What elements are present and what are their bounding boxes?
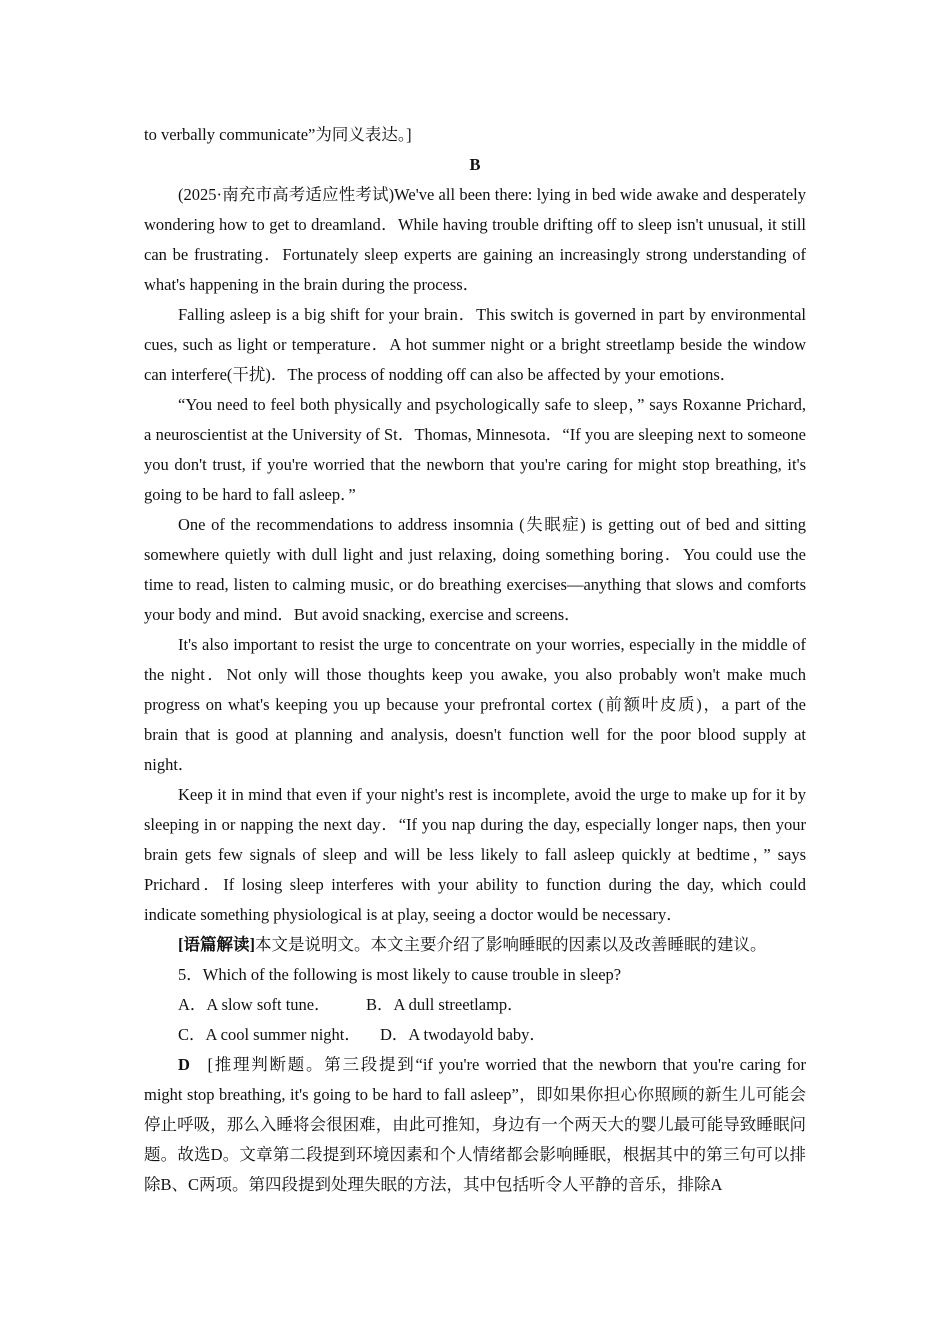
analysis-text: 本文是说明文。本文主要介绍了影响睡眠的因素以及改善睡眠的建议。 — [255, 935, 767, 954]
option-c: C．A cool summer night． — [178, 1025, 361, 1044]
options-row-1 — [144, 990, 806, 1020]
answer-letter: D — [178, 1055, 190, 1074]
analysis-label: [语篇解读] — [178, 935, 255, 954]
answer-explanation — [144, 1050, 806, 1200]
document-page — [144, 120, 806, 1200]
section-letter: B — [469, 155, 481, 174]
paragraph-2: Falling asleep is a big shift for your brain．This switch is governed in part by environmental cues, such as light or temperature．A hot summer night or a bright streetlamp beside the window can interfere(干扰)．The process of nodding off can also be affected by your emotions． — [144, 305, 806, 384]
question-stem: 5．Which of the following is most likely to cause trouble in sleep? — [178, 965, 622, 984]
options-row-2 — [144, 1020, 806, 1050]
paragraph-4: One of the recommendations to address insomnia (失眠症) is getting out of bed and sitting somewhere quietly with dull light and just relaxing, doing something boring．You could use the time to read, listen to calming music, or do breathing exercises—anything that slows and comforts your body and mind．But avoid snacking, exercise and screens． — [144, 515, 806, 624]
paragraph-5: It's also important to resist the urge to concentrate on your worries, especially in the middle of the night．Not only will those thoughts keep you awake, you also probably won't make much progress on what's keeping you up because your prefrontal cortex (前额叶皮质)，a part of the brain that is good at planning and analysis, doesn't function well for the poor blood supply at night． — [144, 635, 806, 774]
option-d: D．A twodayold baby． — [380, 1025, 546, 1044]
paragraph-6: Keep it in mind that even if your night's rest is incomplete, avoid the urge to make up for it by sleeping in or napping the next day．“If you nap during the day, especially longer naps, then your brain gets few signals of sleep and will be less likely to fall asleep quickly at bedtime，” says Prichard．If losing sleep interferes with your ability to function during the day, which could indicate something physiological is at play, seeing a doctor would be necessary． — [144, 785, 806, 924]
option-a: A．A slow soft tune． — [178, 995, 331, 1014]
paragraph-1: (2025·南充市高考适应性考试)We've all been there: lying in bed wide awake and desperately wondering how to get to dreamland．While having trouble drifting off to sleep isn't unusual, it still can be frustrating．Fortunately sleep experts are gaining an increasingly strong understanding of what's happening in the brain during the process． — [144, 185, 806, 294]
top-line: to verbally communicate”为同义表达。] — [144, 125, 412, 144]
paragraph-3: “You need to feel both physically and psychologically safe to sleep，” says Roxanne Prichard, a neuroscientist at the University of St．Thomas, Minnesota．“If you are sleeping next to someone you don't trust, if you're worried that the newborn that you're caring for might stop breathing, it's going to be hard to fall asleep．” — [144, 395, 806, 504]
passage-analysis — [144, 930, 806, 960]
option-b: B．A dull streetlamp． — [366, 995, 524, 1014]
explanation-text: [推理判断题。第三段提到“if you're worried that the newborn that you're caring for might stop breathing, it's going to be hard to fall asleep”，即如果你担心你照顾的新生儿可能会停止呼吸，那么入睡将会很困难，由此可推知，身边有一个两天大的婴儿最可能导致睡眠问题。故选D。文章第二段提到环境因素和个人情绪都会影响睡眠，根据其中的第三句可以排除B、C两项。第四段提到处理失眠的方法，其中包括听令人平静的音乐，排除A — [144, 1055, 806, 1194]
